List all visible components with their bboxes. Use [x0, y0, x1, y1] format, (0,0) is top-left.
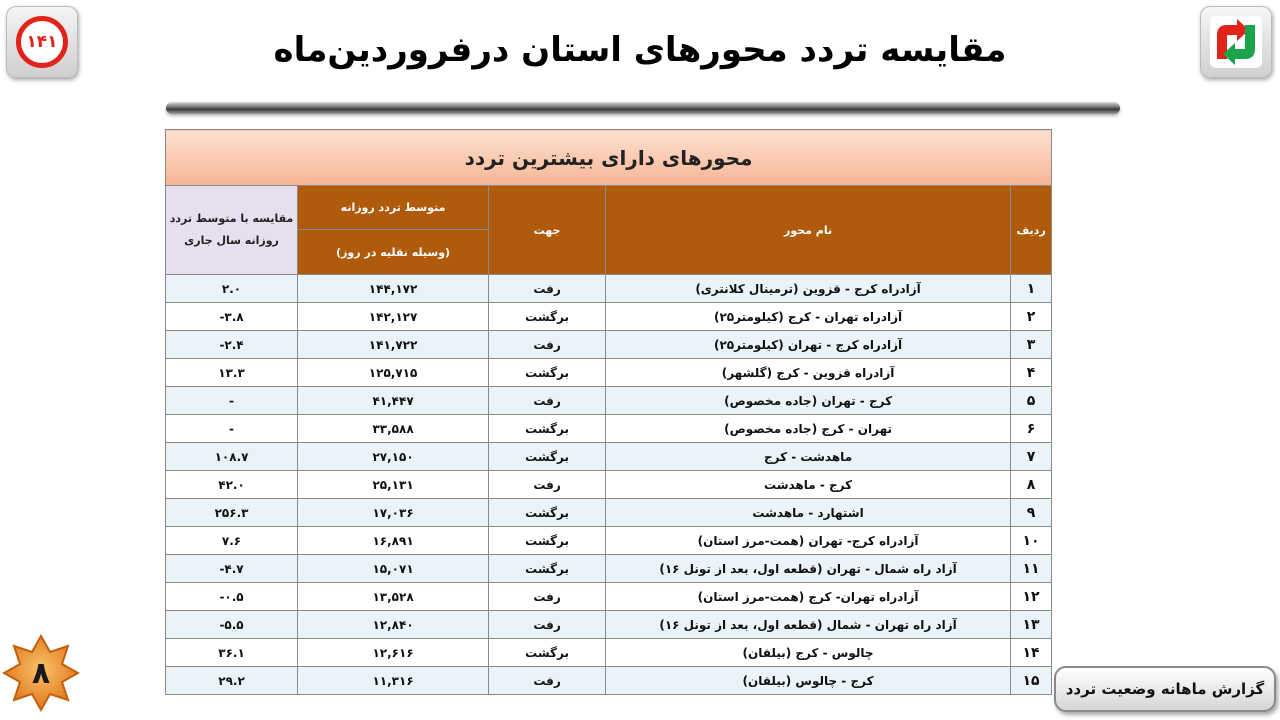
- table-body: [166, 275, 1052, 695]
- row-number-cell: ۹: [1011, 499, 1052, 527]
- axis-name-cell: کرج - تهران (جاده مخصوص): [606, 387, 1011, 415]
- compare-cell: -۴.۷: [166, 555, 298, 583]
- compare-cell: ۱۳.۳: [166, 359, 298, 387]
- organization-logo-right: [1200, 6, 1272, 78]
- average-daily-cell: ۱۵,۰۷۱: [298, 555, 489, 583]
- average-daily-cell: ۱۶,۸۹۱: [298, 527, 489, 555]
- average-daily-cell: ۱۳,۵۲۸: [298, 583, 489, 611]
- road-arrows-logo-icon: [1209, 15, 1263, 69]
- row-number-cell: ۲: [1011, 303, 1052, 331]
- column-header-axis-name: نام محور: [606, 186, 1011, 275]
- direction-cell: برگشت: [489, 443, 606, 471]
- table-row: [166, 303, 1052, 331]
- compare-cell: -۰.۵: [166, 583, 298, 611]
- column-header-direction: جهت: [489, 186, 606, 275]
- direction-cell: رفت: [489, 275, 606, 303]
- axis-name-cell: آزاد راه تهران - شمال (قطعه اول، بعد از تونل ۱۶): [606, 611, 1011, 639]
- table-row: [166, 275, 1052, 303]
- row-number-cell: ۷: [1011, 443, 1052, 471]
- table-row: [166, 387, 1052, 415]
- average-daily-cell: ۱۷,۰۳۶: [298, 499, 489, 527]
- axis-name-cell: ماهدشت - کرج: [606, 443, 1011, 471]
- average-daily-cell: ۱۲۵,۷۱۵: [298, 359, 489, 387]
- compare-cell: ۲۹.۲: [166, 667, 298, 695]
- organization-logo-left: [6, 6, 78, 78]
- row-number-cell: ۴: [1011, 359, 1052, 387]
- axis-name-cell: آزادراه کرج - قزوین (ترمینال کلانتری): [606, 275, 1011, 303]
- row-number-cell: ۶: [1011, 415, 1052, 443]
- axis-name-cell: تهران - کرج (جاده مخصوص): [606, 415, 1011, 443]
- average-daily-cell: ۱۴۲,۱۲۷: [298, 303, 489, 331]
- direction-cell: رفت: [489, 583, 606, 611]
- table-row: [166, 639, 1052, 667]
- axis-name-cell: کرج - ماهدشت: [606, 471, 1011, 499]
- direction-cell: رفت: [489, 611, 606, 639]
- row-number-cell: ۱۵: [1011, 667, 1052, 695]
- direction-cell: برگشت: [489, 303, 606, 331]
- axis-name-cell: اشتهارد - ماهدشت: [606, 499, 1011, 527]
- page-number-badge: [2, 634, 80, 712]
- compare-cell: ۴۲.۰: [166, 471, 298, 499]
- average-daily-cell: ۱۴۴,۱۷۲: [298, 275, 489, 303]
- compare-cell: -: [166, 415, 298, 443]
- compare-cell: ۷.۶: [166, 527, 298, 555]
- axis-name-cell: کرج - چالوس (بیلقان): [606, 667, 1011, 695]
- table-row: [166, 415, 1052, 443]
- axis-name-cell: آزاد راه شمال - تهران (قطعه اول، بعد از تونل ۱۶): [606, 555, 1011, 583]
- logo-text: ۱۴۱: [26, 32, 58, 52]
- direction-cell: برگشت: [489, 527, 606, 555]
- compare-cell: -۲.۴: [166, 331, 298, 359]
- compare-cell: ۳۶.۱: [166, 639, 298, 667]
- logo-141-icon: [16, 16, 68, 68]
- average-daily-cell: ۱۲,۸۴۰: [298, 611, 489, 639]
- average-daily-cell: ۱۱,۳۱۶: [298, 667, 489, 695]
- header-divider: [166, 102, 1120, 114]
- column-header-compare: مقایسه با متوسط تردد روزانه سال جاری: [166, 186, 298, 275]
- table-row: [166, 443, 1052, 471]
- table-row: [166, 667, 1052, 695]
- row-number-cell: ۱۲: [1011, 583, 1052, 611]
- row-number-cell: ۵: [1011, 387, 1052, 415]
- direction-cell: رفت: [489, 387, 606, 415]
- average-daily-cell: ۱۲,۶۱۶: [298, 639, 489, 667]
- column-header-average-daily: متوسط تردد روزانه: [298, 186, 489, 230]
- average-daily-cell: ۲۵,۱۳۱: [298, 471, 489, 499]
- compare-cell: -۳.۸: [166, 303, 298, 331]
- row-number-cell: ۱۰: [1011, 527, 1052, 555]
- direction-cell: برگشت: [489, 555, 606, 583]
- row-number-cell: ۱۳: [1011, 611, 1052, 639]
- average-daily-cell: ۲۷,۱۵۰: [298, 443, 489, 471]
- table-row: [166, 583, 1052, 611]
- traffic-table: [165, 129, 1052, 695]
- monthly-report-button[interactable]: گزارش ماهانه وضعیت تردد: [1054, 666, 1276, 712]
- axis-name-cell: آزادراه کرج- تهران (همت-مرز استان): [606, 527, 1011, 555]
- direction-cell: برگشت: [489, 415, 606, 443]
- table-caption: محورهای دارای بیشترین تردد: [166, 130, 1052, 186]
- row-number-cell: ۳: [1011, 331, 1052, 359]
- table-row: [166, 499, 1052, 527]
- row-number-cell: ۱۴: [1011, 639, 1052, 667]
- direction-cell: رفت: [489, 331, 606, 359]
- axis-name-cell: چالوس - کرج (بیلقان): [606, 639, 1011, 667]
- axis-name-cell: آزادراه قزوین - کرج (گلشهر): [606, 359, 1011, 387]
- row-number-cell: ۱۱: [1011, 555, 1052, 583]
- average-daily-cell: ۴۱,۴۴۷: [298, 387, 489, 415]
- table-row: [166, 611, 1052, 639]
- direction-cell: رفت: [489, 667, 606, 695]
- page-title: مقایسه تردد محورهای استان درفروردین‌ماه: [273, 30, 1007, 70]
- axis-name-cell: آزادراه تهران- کرج (همت-مرز استان): [606, 583, 1011, 611]
- table-row: [166, 471, 1052, 499]
- compare-cell: -: [166, 387, 298, 415]
- column-header-row-number: ردیف: [1011, 186, 1052, 275]
- table-row: [166, 527, 1052, 555]
- row-number-cell: ۸: [1011, 471, 1052, 499]
- axis-name-cell: آزادراه کرج - تهران (کیلومتر۲۵): [606, 331, 1011, 359]
- axis-name-cell: آزادراه تهران - کرج (کیلومتر۲۵): [606, 303, 1011, 331]
- direction-cell: برگشت: [489, 499, 606, 527]
- direction-cell: برگشت: [489, 639, 606, 667]
- page-number: ۸: [31, 655, 51, 691]
- table-row: [166, 331, 1052, 359]
- average-daily-cell: ۳۳,۵۸۸: [298, 415, 489, 443]
- compare-cell: ۱۰۸.۷: [166, 443, 298, 471]
- direction-cell: برگشت: [489, 359, 606, 387]
- average-daily-cell: ۱۴۱,۷۲۲: [298, 331, 489, 359]
- row-number-cell: ۱: [1011, 275, 1052, 303]
- compare-cell: ۲.۰: [166, 275, 298, 303]
- table-row: [166, 359, 1052, 387]
- direction-cell: رفت: [489, 471, 606, 499]
- compare-cell: ۲۵۶.۳: [166, 499, 298, 527]
- compare-cell: -۵.۵: [166, 611, 298, 639]
- column-header-average-unit: (وسیله نقلیه در روز): [298, 230, 489, 275]
- table-row: [166, 555, 1052, 583]
